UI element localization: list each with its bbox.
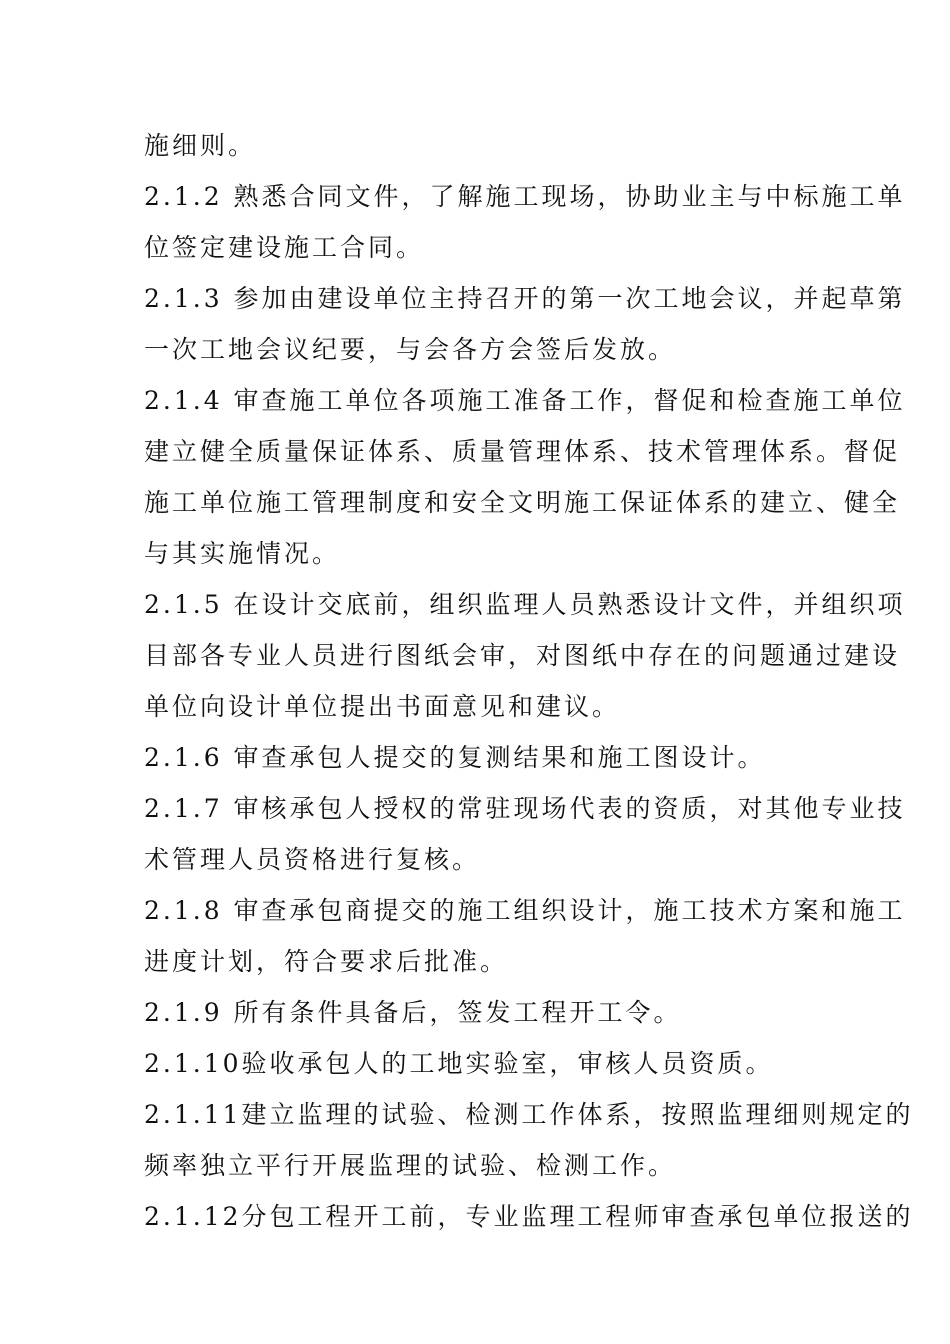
text-line: 2.1.3 参加由建设单位主持召开的第一次工地会议，并起草第 (144, 284, 906, 313)
text-line: 频率独立平行开展监理的试验、检测工作。 (144, 1151, 677, 1180)
text-line: 目部各专业人员进行图纸会审，对图纸中存在的问题通过建设 (144, 641, 901, 670)
text-line: 施工单位施工管理制度和安全文明施工保证体系的建立、健全 (144, 488, 901, 517)
text-line: 进度计划，符合要求后批准。 (144, 947, 509, 976)
text-line: 建立健全质量保证体系、质量管理体系、技术管理体系。督促 (144, 437, 901, 466)
text-line: 术管理人员资格进行复核。 (144, 845, 481, 874)
document-body (144, 120, 914, 1242)
text-line: 2.1.11建立监理的试验、检测工作体系，按照监理细则规定的 (144, 1100, 914, 1129)
text-line: 位签定建设施工合同。 (144, 233, 425, 262)
text-line: 与其实施情况。 (144, 539, 341, 568)
text-line: 2.1.10验收承包人的工地实验室，审核人员资质。 (144, 1049, 774, 1078)
text-line: 2.1.8 审查承包商提交的施工组织设计，施工技术方案和施工 (144, 896, 906, 925)
text-line: 2.1.2 熟悉合同文件，了解施工现场，协助业主与中标施工单 (144, 182, 906, 211)
text-line: 2.1.7 审核承包人授权的常驻现场代表的资质，对其他专业技 (144, 794, 906, 823)
text-line: 施细则。 (144, 131, 257, 160)
text-line: 2.1.6 审查承包人提交的复测结果和施工图设计。 (144, 743, 766, 772)
text-line: 2.1.9 所有条件具备后，签发工程开工令。 (144, 998, 682, 1027)
text-line: 2.1.5 在设计交底前，组织监理人员熟悉设计文件，并组织项 (144, 590, 906, 619)
text-line: 2.1.12分包工程开工前，专业监理工程师审查承包单位报送的 (144, 1202, 914, 1231)
text-line: 2.1.4 审查施工单位各项施工准备工作，督促和检查施工单位 (144, 386, 906, 415)
text-line: 单位向设计单位提出书面意见和建议。 (144, 692, 621, 721)
text-line: 一次工地会议纪要，与会各方会签后发放。 (144, 335, 677, 364)
